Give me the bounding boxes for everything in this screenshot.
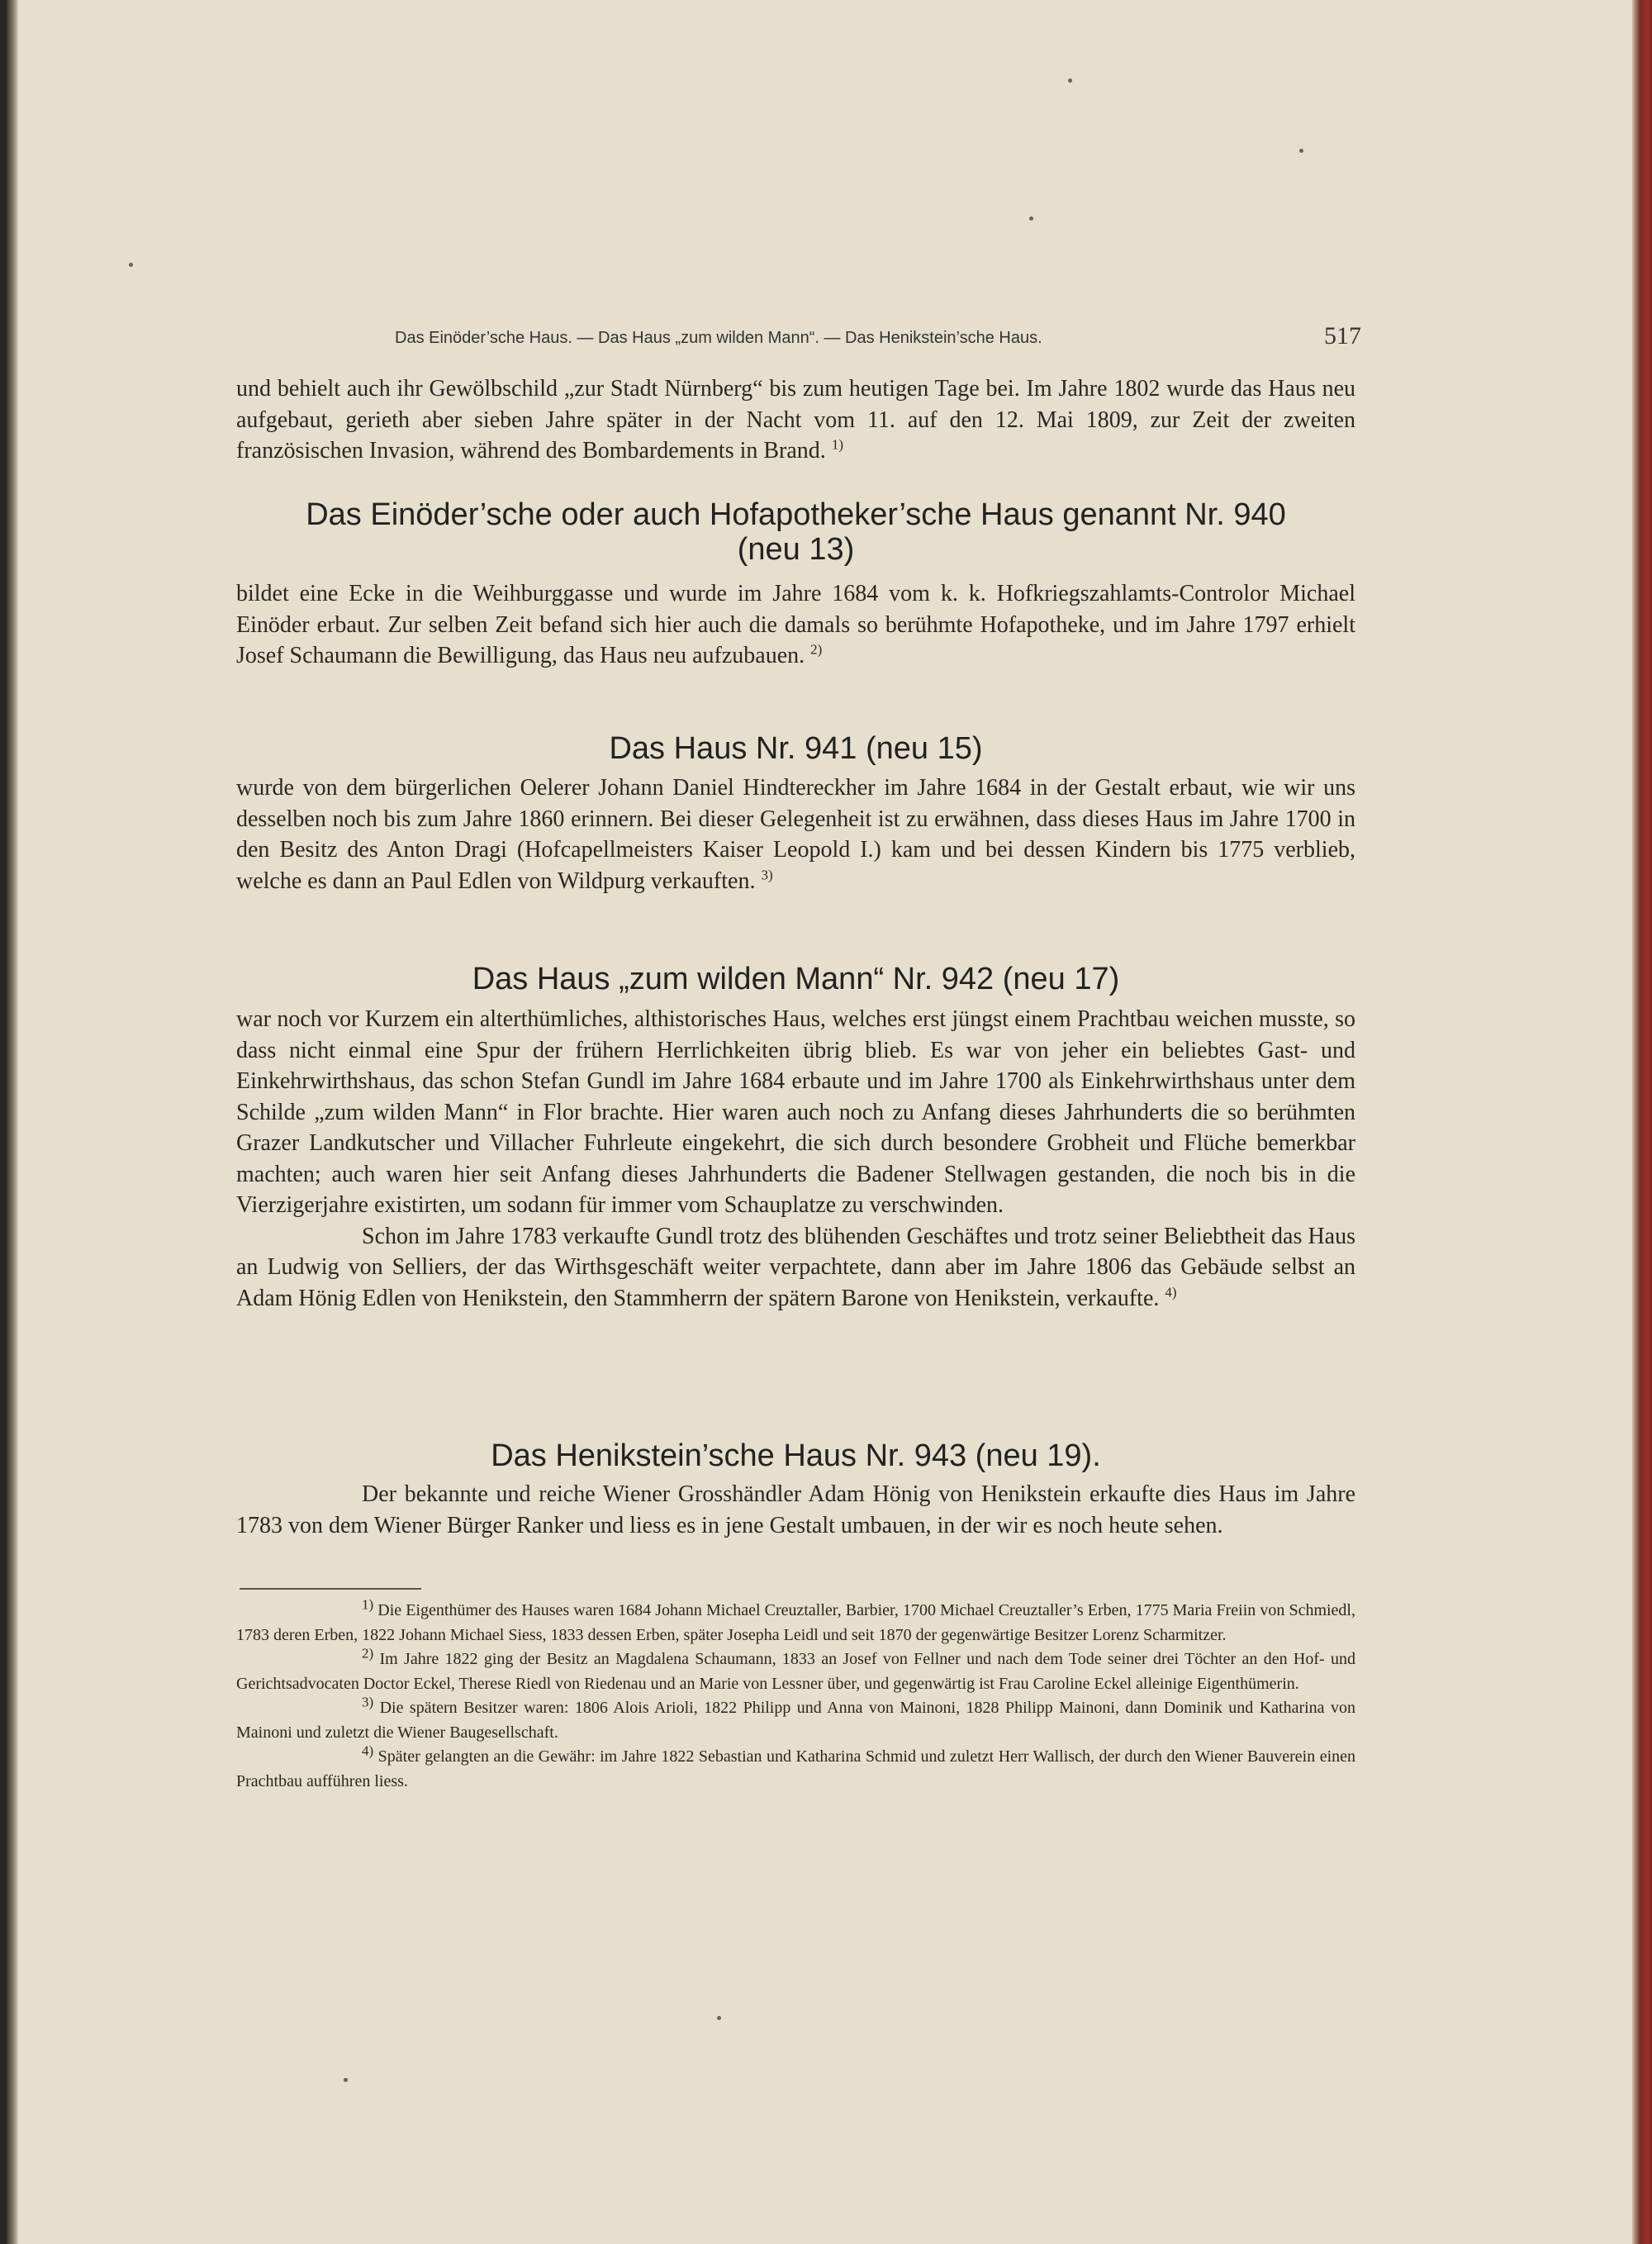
- section-943-paragraph: [236, 1479, 1355, 1541]
- footnote-mark: 2): [362, 1645, 374, 1662]
- footnote-divider: [240, 1588, 421, 1590]
- footnote-3: [236, 1696, 1355, 1745]
- heading-house-942: Das Haus „zum wilden Mann“ Nr. 942 (neu 17): [472, 962, 1120, 996]
- section-942-text-2: Schon im Jahre 1783 verkaufte Gundl trotz des blühenden Geschäftes und trotz seiner Beliebtheit das Haus an Ludwig von Selliers, der das Wirthsgeschäft weiter verpachtete, dann aber im Jahre 1806 das Gebäude selbst an Adam Hönig Edlen von Henikstein, den Stammherrn der spätern Barone von Henikstein, verkaufte.: [236, 1223, 1355, 1311]
- footnotes: [236, 1596, 1356, 1794]
- footnote-2: [236, 1647, 1355, 1696]
- footnote-ref: 2): [810, 641, 823, 658]
- running-header: [395, 322, 1361, 355]
- footnote-ref: 3): [761, 867, 773, 883]
- section-940-text: bildet eine Ecke in die Weihburggasse und wurde im Jahre 1684 vom k. k. Hofkriegszahlamts-Controlor Michael Einöder erbaut. Zur selben Zeit befand sich hier auch die damals so berühmte Hofapotheke, und im Jahre 1797 erhielt Josef Schaumann die Bewilligung, das Haus neu aufzubauen.: [236, 581, 1355, 668]
- footnote-text: Im Jahre 1822 ging der Besitz an Magdalena Schaumann, 1833 an Josef von Fellner und nach dem Tode seiner drei Töchter an den Hof- und Gerichtsadvocaten Doctor Eckel, Therese Riedl von Riedenau und an Marie von Lessner über, und gegenwärtig ist Frau Caroline Eckel alleinige Eigenthümerin.: [236, 1650, 1355, 1693]
- footnote-ref: 1): [831, 436, 843, 453]
- footnote-ref: 4): [1165, 1284, 1177, 1300]
- footnote-text: Später gelangten an die Gewähr: im Jahre 1822 Sebastian und Katharina Schmid und zuletzt Herr Wallisch, der durch den Wiener Bauverein einen Prachtbau aufführen liess.: [236, 1747, 1356, 1790]
- footnote-4: [236, 1742, 1356, 1794]
- footnote-mark: 4): [362, 1742, 374, 1759]
- section-942-paragraphs: [236, 1004, 1355, 1314]
- section-941-paragraph: [236, 773, 1355, 896]
- paper-speck: [1068, 78, 1072, 83]
- section-942-text-1: war noch vor Kurzem ein alterthümliches, althistorisches Haus, welches erst jüngst einem Prachtbau weichen musste, so dass nicht einmal eine Spur der frühern Herrlichkeiten übrig blieb. Es war von jeher ein beliebtes Gast- und Einkehrwirthshaus, das schon Stefan Gundl im Jahre 1684 erbaute und im Jahre 1700 als Einkehrwirthshaus unter dem Schilde „zum wilden Mann“ in Flor brachte. Hier waren auch noch zu Anfang dieses Jahrhunderts die so berühmten Grazer Landkutscher und Villacher Fuhrleute eingekehrt, die sich durch besondere Grobheit und Flüche bemerkbar machten; auch waren hier seit Anfang dieses Jahrhunderts die Badener Stellwagen gestanden, die noch bis in die Vierzigerjahre existirten, um sodann für immer vom Schauplatze zu verschwinden.: [236, 1006, 1355, 1218]
- heading-940-line2: (neu 13): [737, 532, 855, 567]
- heading-house-943: Das Henikstein’sche Haus Nr. 943 (neu 19).: [491, 1438, 1101, 1473]
- book-page: [7, 0, 1639, 2244]
- footnote-mark: 3): [362, 1694, 374, 1710]
- paper-speck: [344, 2078, 348, 2082]
- intro-paragraph: [236, 373, 1355, 467]
- paper-speck: [717, 2016, 721, 2020]
- section-941-text: wurde von dem bürgerlichen Oelerer Johann Daniel Hindtereckher im Jahre 1684 in der Gestalt erbaut, wie wir uns desselben noch bis zum Jahre 1860 erinnern. Bei dieser Gelegenheit ist zu erwähnen, dass dieses Haus im Jahre 1700 in den Besitz des Anton Dragi (Hofcapellmeisters Kaiser Leopold I.) kam und bei dessen Kindern bis 1775 verblieb, welche es dann an Paul Edlen von Wildpurg verkauften.: [236, 775, 1355, 894]
- running-title: Das Einöder’sche Haus. — Das Haus „zum wilden Mann“. — Das Henikstein’sche Haus.: [395, 329, 1042, 347]
- binding-shadow-left: [7, 0, 18, 2244]
- heading-house-940: [236, 497, 1355, 567]
- intro-text: und behielt auch ihr Gewölbschild „zur Stadt Nürnberg“ bis zum heutigen Tage bei. Im Jahre 1802 wurde das Haus neu aufgebaut, gerieth aber sieben Jahre später in der Nacht vom 11. auf den 12. Mai 1809, zur Zeit der zweiten französischen Invasion, während des Bombardements in Brand.: [236, 376, 1355, 464]
- binding-cover-edge: [1632, 0, 1652, 2244]
- footnote-1: [236, 1596, 1355, 1647]
- heading-940-line1: Das Einöder’sche oder auch Hofapotheker’sche Haus genannt Nr. 940: [306, 497, 1286, 532]
- page-number: 517: [1324, 322, 1361, 349]
- heading-house-941: Das Haus Nr. 941 (neu 15): [609, 731, 983, 766]
- paper-speck: [1029, 216, 1033, 221]
- footnote-text: Die spätern Besitzer waren: 1806 Alois Arioli, 1822 Philipp und Anna von Mainoni, 1828 Philipp Mainoni, dann Dominik und Katharina von Mainoni und zuletzt die Wiener Baugesellschaft.: [236, 1699, 1355, 1742]
- footnote-text: Die Eigenthümer des Hauses waren 1684 Johann Michael Creuztaller, Barbier, 1700 Michael Creuztaller’s Erben, 1775 Maria Freiin von Schmiedl, 1783 deren Erben, 1822 Johann Michael Siess, 1833 dessen Erben, später Josepha Leidl und seit 1870 der gegenwärtige Besitzer Lorenz Scharmitzer.: [236, 1601, 1355, 1644]
- footnote-mark: 1): [362, 1596, 374, 1613]
- section-943-text: Der bekannte und reiche Wiener Grosshändler Adam Hönig von Henikstein erkaufte dies Haus im Jahre 1783 von dem Wiener Bürger Ranker und liess es in jene Gestalt umbauen, in der wir es noch heute sehen.: [236, 1481, 1355, 1538]
- paper-speck: [1299, 149, 1303, 153]
- paper-speck: [129, 263, 133, 267]
- section-940-paragraph: [236, 578, 1355, 672]
